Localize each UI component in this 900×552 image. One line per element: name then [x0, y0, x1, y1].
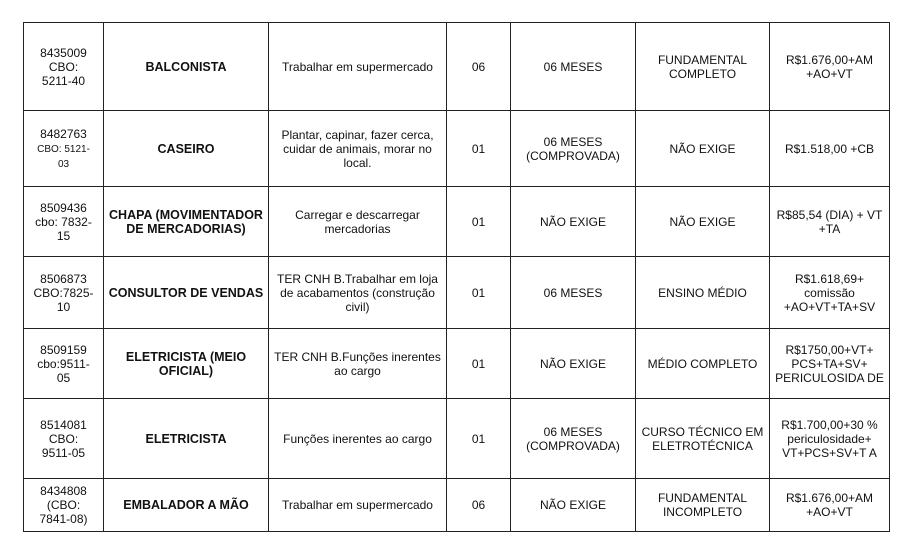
job-salary: R$85,54 (DIA) + VT +TA [770, 187, 890, 257]
job-salary: R$1.618,69+ comissão +AO+VT+TA+SV [770, 257, 890, 329]
job-experience: 06 MESES (COMPROVADA) [511, 111, 636, 187]
job-activities: Funções inerentes ao cargo [269, 399, 447, 479]
job-activities: TER CNH B.Trabalhar em loja de acabamentos (construção civil) [269, 257, 447, 329]
job-title: CHAPA (MOVIMENTADOR DE MERCADORIAS) [104, 187, 269, 257]
job-vacancies: 01 [447, 111, 511, 187]
cbo-code: CBO: 9511-05 [41, 431, 86, 460]
job-code: 8434808 [40, 484, 87, 498]
job-vacancies: 01 [447, 329, 511, 399]
table-row [24, 329, 890, 399]
job-code-cell [24, 399, 104, 479]
table-row [24, 257, 890, 329]
job-education: FUNDAMENTAL INCOMPLETO [636, 479, 770, 532]
job-vacancies: 06 [447, 23, 511, 111]
job-code: 8482763 [40, 126, 87, 141]
job-vacancies: 01 [447, 187, 511, 257]
job-vacancies: 01 [447, 257, 511, 329]
job-code: 8435009 [40, 45, 87, 60]
job-title: ELETRICISTA [104, 399, 269, 479]
job-code-cell [24, 111, 104, 187]
job-experience: NÃO EXIGE [511, 329, 636, 399]
job-code-cell [24, 257, 104, 329]
job-education: NÃO EXIGE [636, 111, 770, 187]
job-code: 8506873 [40, 271, 87, 286]
table-row [24, 479, 890, 532]
job-salary: R$1750,00+VT+ PCS+TA+SV+ PERICULOSIDA DE [770, 329, 890, 399]
job-education: FUNDAMENTAL COMPLETO [636, 23, 770, 111]
cbo-code: CBO:7825- 10 [33, 285, 94, 314]
job-vacancies: 01 [447, 399, 511, 479]
job-salary: R$1.676,00+AM +AO+VT [770, 479, 890, 532]
job-experience: 06 MESES (COMPROVADA) [511, 399, 636, 479]
job-experience: NÃO EXIGE [511, 187, 636, 257]
job-code-cell [24, 479, 104, 532]
job-salary: R$1.676,00+AM +AO+VT [770, 23, 890, 111]
job-code: 8509436 [40, 200, 87, 215]
table-row [24, 187, 890, 257]
job-activities: Trabalhar em supermercado [269, 479, 447, 532]
job-listings-table [23, 22, 890, 532]
job-activities: Carregar e descarregar mercadorias [269, 187, 447, 257]
job-vacancies: 06 [447, 479, 511, 532]
table-row [24, 111, 890, 187]
table-row [24, 399, 890, 479]
cbo-code: (CBO: 7841-08) [39, 498, 88, 526]
job-activities: Trabalhar em supermercado [269, 23, 447, 111]
table-row [24, 23, 890, 111]
cbo-code: cbo:9511- 05 [37, 356, 90, 385]
job-experience: 06 MESES [511, 23, 636, 111]
cbo-code: CBO: 5211-40 [41, 59, 86, 88]
job-salary: R$1.518,00 +CB [770, 111, 890, 187]
job-code-cell [24, 187, 104, 257]
job-title: CASEIRO [104, 111, 269, 187]
job-experience: 06 MESES [511, 257, 636, 329]
job-education: NÃO EXIGE [636, 187, 770, 257]
job-code: 8514081 [40, 417, 87, 432]
job-salary: R$1.700,00+30 % periculosidade+ VT+PCS+SV+T A [770, 399, 890, 479]
cbo-code: CBO: 5121- 03 [37, 143, 90, 170]
job-education: ENSINO MÉDIO [636, 257, 770, 329]
job-code-cell [24, 23, 104, 111]
job-title: ELETRICISTA (MEIO OFICIAL) [104, 329, 269, 399]
job-education: MÉDIO COMPLETO [636, 329, 770, 399]
job-experience: NÃO EXIGE [511, 479, 636, 532]
cbo-code: cbo: 7832- 15 [35, 214, 92, 243]
job-title: CONSULTOR DE VENDAS [104, 257, 269, 329]
job-education: CURSO TÉCNICO EM ELETROTÉCNICA [636, 399, 770, 479]
job-code-cell [24, 329, 104, 399]
job-title: BALCONISTA [104, 23, 269, 111]
job-title: EMBALADOR A MÃO [104, 479, 269, 532]
job-activities: Plantar, capinar, fazer cerca, cuidar de animais, morar no local. [269, 111, 447, 187]
job-activities: TER CNH B.Funções inerentes ao cargo [269, 329, 447, 399]
job-code: 8509159 [40, 342, 87, 357]
